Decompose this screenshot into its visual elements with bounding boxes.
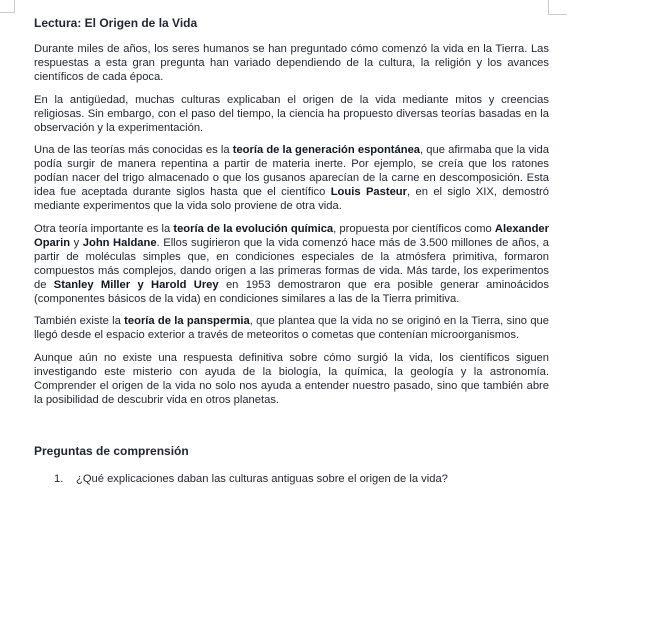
question-item (54, 472, 549, 486)
paragraph-text: . Ellos sugirieron que la vida comenzó hace más de 3.500 millones de años, a partir de moléculas simples que, en condiciones especiales de la atmósfera primitiva, formaron compuestos más complejos, dando origen a las primeras formas de vida. Más tarde, los experimentos de (34, 236, 549, 291)
question-number: 1. (54, 472, 64, 485)
bold-term: Alexander Oparin (34, 222, 550, 249)
bold-term: teoría de la evolución química (173, 222, 334, 235)
paragraph-text: En la antigüedad, muchas culturas explicaban el origen de la vida mediante mitos y creencias religiosas. Sin embargo, con el paso del tiempo, la ciencia ha propuesto diversas teorías basadas en la observación y la experimentación. (34, 93, 549, 134)
bold-term: John Haldane (82, 236, 157, 249)
paragraph-text: También existe la (34, 315, 125, 328)
bold-term: teoría de la generación espontánea (232, 144, 421, 157)
paragraph-text: y (70, 236, 83, 249)
crop-mark-top-right (548, 0, 567, 15)
paragraph (34, 94, 549, 136)
bold-term: teoría de la panspermia (124, 315, 250, 328)
paragraph-text: , que afirmaba que la vida podía surgir de manera repentina a partir de materia inerte. Por ejemplo, se creía que los ratones podían nacer del trigo almacenado o que los gusanos aparecían de la carne en descomposición. Esta idea fue aceptada durante siglos hasta que el científico (34, 144, 549, 199)
document-body (34, 16, 549, 486)
paragraph-text: , en el siglo XIX, demostró mediante experimentos que la vida solo proviene de otra vida. (34, 186, 549, 213)
paragraph-text: , que plantea que la vida no se originó en la Tierra, sino que llegó desde el espacio exterior a través de meteoritos o cometas que contenían microorganismos. (34, 315, 550, 342)
document-title: Lectura: El Origen de la Vida (34, 16, 198, 30)
paragraph (34, 144, 549, 214)
crop-mark-top-left (0, 0, 15, 13)
bold-term: Louis Pasteur (330, 186, 407, 199)
reading-paragraphs (34, 43, 549, 408)
paragraph-text: Durante miles de años, los seres humanos se han preguntado cómo comenzó la vida en la Tierra. Las respuestas a esta gran pregunta han variado dependiendo de la cultura, la religión y los avances científicos de cada época. (34, 43, 549, 83)
paragraph-text: en 1953 demostraron que era posible generar aminoácidos (componentes básicos de la vida) en condiciones similares a las de la Tierra primitiva. (34, 278, 549, 305)
paragraph (34, 352, 549, 408)
paragraph (34, 43, 549, 85)
paragraph-text: Una de las teorías más conocidas es la (34, 144, 233, 157)
bold-term: Stanley Miller y Harold Urey (53, 278, 219, 291)
paragraph-text: Otra teoría importante es la (34, 222, 174, 235)
question-text: ¿Qué explicaciones daban las culturas antiguas sobre el origen de la vida? (76, 472, 448, 485)
paragraph (34, 223, 549, 306)
paragraph (34, 315, 549, 343)
paragraph-text: , propuesta por científicos como (333, 222, 495, 235)
questions-list (34, 472, 549, 486)
questions-heading: Preguntas de comprensión (34, 443, 189, 458)
paragraph-text: Aunque aún no existe una respuesta definitiva sobre cómo surgió la vida, los científicos siguen investigando este misterio con ayuda de la biología, la química, la geología y la astronomía. Comprender el origen de la vida no solo nos ayuda a entender nuestro pasado, sino que también abre la posibilidad de descubrir vida en otros planetas. (34, 352, 549, 406)
